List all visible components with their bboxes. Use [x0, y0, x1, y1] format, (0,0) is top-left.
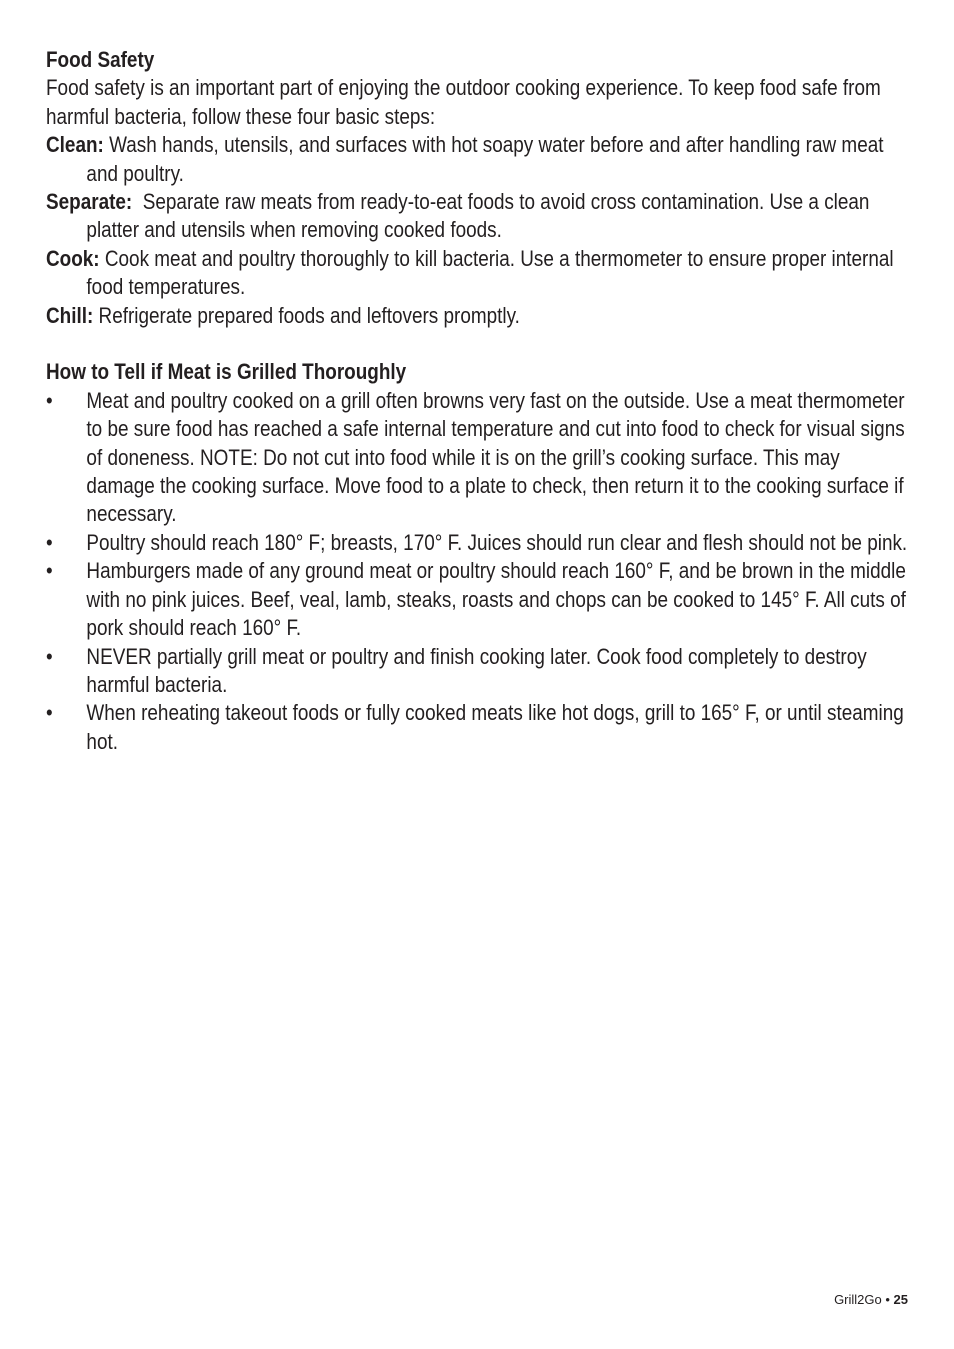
- step-text: Cook meat and poultry thoroughly to kill bacteria. Use a thermometer to ensure proper internal food temperatures.: [86, 245, 894, 300]
- step-chill: [46, 302, 912, 330]
- list-item-text: Hamburgers made of any ground meat or poultry should reach 160° F, and be brown in the middle with no pink juices. Beef, veal, lamb, steaks, roasts and chops can be cooked to 145° F. All cuts of pork should reach 160° F.: [86, 558, 906, 641]
- bullet-icon: •: [46, 529, 53, 555]
- list-item: [46, 387, 912, 529]
- list-item-text: Meat and poultry cooked on a grill often browns very fast on the outside. Use a meat thermometer to be sure food has reached a safe internal temperature and cut into food to check for visual signs of doneness. NOTE: Do not cut into food while it is on the grill’s cooking surface. This may damage the cooking surface. Move food to a plate to check, then return it to the cooking surface if necessary.: [86, 387, 905, 527]
- step-cook: [46, 245, 912, 302]
- step-term: Cook:: [46, 245, 100, 271]
- page-number: 25: [893, 1292, 908, 1307]
- footer-separator: •: [881, 1292, 894, 1307]
- footer-product-name: Grill2Go: [834, 1292, 882, 1307]
- list-item: [46, 557, 912, 642]
- step-clean: [46, 131, 912, 188]
- section-spacer: [46, 330, 912, 358]
- step-text: Refrigerate prepared foods and leftovers promptly.: [93, 302, 520, 328]
- list-item-text: NEVER partially grill meat or poultry and finish cooking later. Cook food completely to destroy harmful bacteria.: [86, 643, 867, 697]
- step-text: Wash hands, utensils, and surfaces with hot soapy water before and after handling raw meat and poultry.: [86, 132, 884, 186]
- bullet-icon: •: [46, 387, 53, 413]
- bullet-icon: •: [46, 643, 53, 669]
- bullet-icon: •: [46, 700, 53, 726]
- doneness-list: [46, 387, 912, 756]
- step-text: Separate raw meats from ready-to-eat foods to avoid cross contamination. Use a clean platter and utensils when removing cooked foods.: [86, 189, 875, 243]
- step-term: Clean:: [46, 132, 104, 158]
- bullet-icon: •: [46, 558, 53, 584]
- page-footer: [834, 1291, 908, 1309]
- list-item: [46, 643, 912, 700]
- page-content: [46, 46, 912, 756]
- list-item: [46, 699, 912, 756]
- food-safety-heading: Food Safety: [46, 47, 155, 72]
- food-safety-intro: Food safety is an important part of enjoying the outdoor cooking experience. To keep food safe from harmful bacteria, follow these four basic steps:: [46, 75, 881, 129]
- step-separate: [46, 188, 912, 245]
- list-item-text: When reheating takeout foods or fully cooked meats like hot dogs, grill to 165° F, or until steaming hot.: [86, 700, 904, 754]
- step-term: Separate:: [46, 189, 133, 215]
- grilled-thoroughly-heading: How to Tell if Meat is Grilled Thoroughly: [46, 359, 407, 385]
- list-item: [46, 529, 912, 557]
- text-column: [46, 46, 912, 756]
- step-term: Chill:: [46, 302, 94, 328]
- list-item-text: Poultry should reach 180° F; breasts, 170° F. Juices should run clear and flesh should not be pink.: [86, 529, 908, 555]
